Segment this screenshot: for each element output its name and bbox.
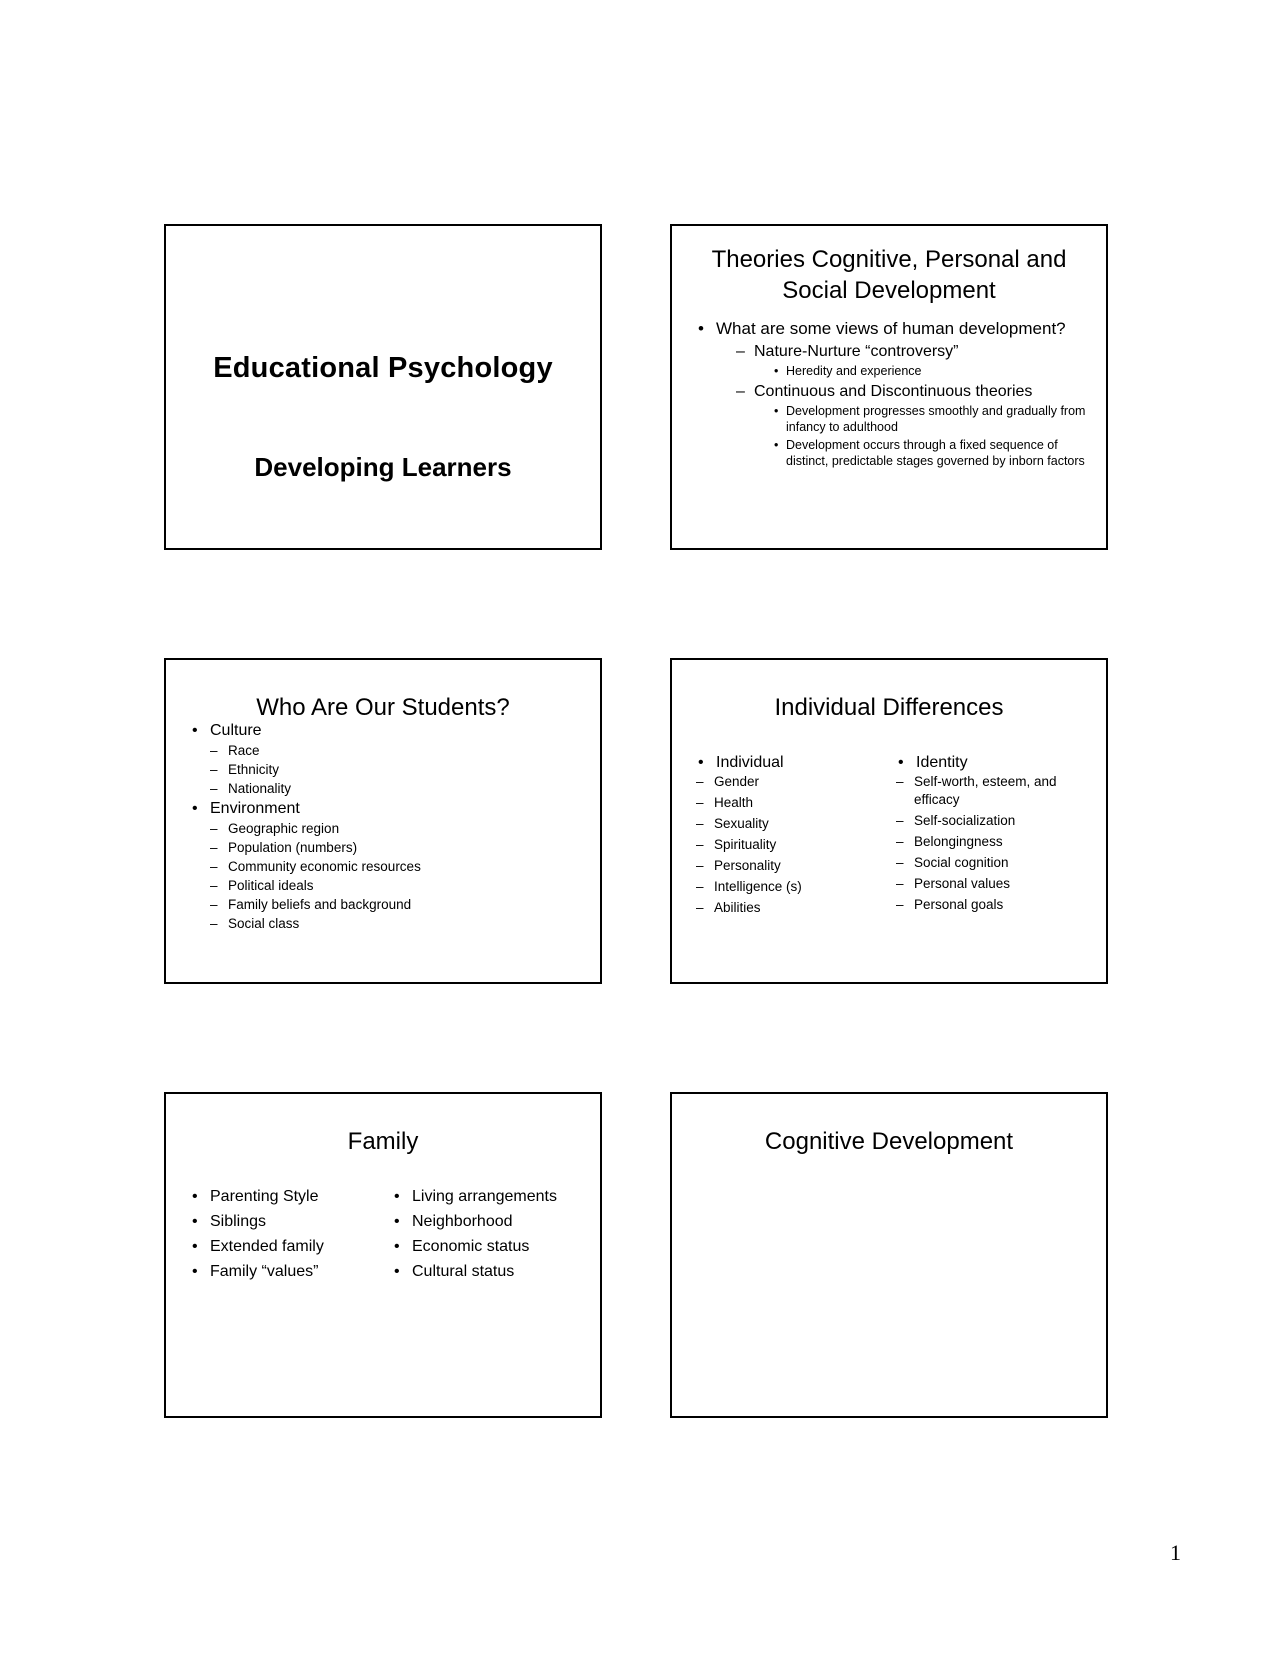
right-column bbox=[390, 1186, 590, 1286]
bullet-item: • Parenting Style bbox=[188, 1186, 388, 1207]
slide-title: Who Are Our Students? bbox=[256, 694, 510, 721]
sub-item: – Social class bbox=[208, 914, 590, 933]
slide-3 bbox=[164, 658, 602, 984]
bullet-item: • Family “values” bbox=[188, 1261, 388, 1282]
sub-item: – Social cognition bbox=[894, 854, 1094, 872]
sub-item: – Spirituality bbox=[694, 836, 884, 854]
bullet-text: What are some views of human development? bbox=[716, 319, 1066, 338]
bullet-item: • Living arrangements bbox=[390, 1186, 590, 1207]
bullet-item: • Culture bbox=[188, 720, 590, 741]
sub-item: – Self-socialization bbox=[894, 812, 1094, 830]
sub-item: – Geographic region bbox=[208, 819, 590, 838]
bullet-item: • Environment bbox=[188, 798, 590, 819]
sub-item: – Health bbox=[694, 794, 884, 812]
sub-item: – Belongingness bbox=[894, 833, 1094, 851]
sub-item-text: Nature-Nurture “controversy” bbox=[754, 343, 959, 360]
slide-title bbox=[692, 244, 1086, 306]
slide-title: Individual Differences bbox=[774, 694, 1004, 721]
sub-item: – Population (numbers) bbox=[208, 838, 590, 857]
slide-4 bbox=[670, 658, 1108, 984]
sub-item: – Personal values bbox=[894, 875, 1094, 893]
sub-item: – Political ideals bbox=[208, 876, 590, 895]
detail-item: • Heredity and experience bbox=[772, 363, 1088, 379]
slide-content bbox=[188, 720, 590, 933]
slide-1 bbox=[164, 224, 602, 550]
sub-item: – Personality bbox=[694, 857, 884, 875]
title-line: Social Development bbox=[782, 277, 996, 304]
sub-item: – Self-worth, esteem, and efficacy bbox=[894, 773, 1094, 809]
bullet-item: • Cultural status bbox=[390, 1261, 590, 1282]
sub-item: – Community economic resources bbox=[208, 857, 590, 876]
left-column bbox=[694, 752, 884, 920]
bullet-item: • Economic status bbox=[390, 1236, 590, 1257]
slide-title: Family bbox=[347, 1128, 419, 1155]
bullet-item: • Siblings bbox=[188, 1211, 388, 1232]
slide-title: Educational Psychology bbox=[213, 352, 553, 384]
sub-item: – Nationality bbox=[208, 779, 590, 798]
detail-item: • Development occurs through a fixed sequence of distinct, predictable stages governed by inborn factors bbox=[772, 437, 1088, 469]
slide-5 bbox=[164, 1092, 602, 1418]
right-column bbox=[894, 752, 1094, 917]
sub-item bbox=[734, 341, 1088, 379]
bullet-item: • Identity bbox=[894, 752, 1094, 773]
sub-item: – Race bbox=[208, 741, 590, 760]
slide-2 bbox=[670, 224, 1108, 550]
left-column bbox=[188, 1186, 388, 1286]
slide-content bbox=[694, 318, 1088, 471]
sub-item: – Sexuality bbox=[694, 815, 884, 833]
bullet-item: • Individual bbox=[694, 752, 884, 773]
title-line: Theories Cognitive, Personal and bbox=[711, 246, 1067, 273]
slide-6 bbox=[670, 1092, 1108, 1418]
slide-title: Cognitive Development bbox=[764, 1128, 1014, 1155]
sub-item-text: Continuous and Discontinuous theories bbox=[754, 383, 1033, 400]
page-number: 1 bbox=[1170, 1540, 1181, 1565]
slide-subtitle: Developing Learners bbox=[254, 452, 512, 482]
sub-item: – Intelligence (s) bbox=[694, 878, 884, 896]
bullet-item: • Extended family bbox=[188, 1236, 388, 1257]
sub-item: – Gender bbox=[694, 773, 884, 791]
sub-item bbox=[734, 381, 1088, 469]
bullet-item: • Neighborhood bbox=[390, 1211, 590, 1232]
detail-item: • Development progresses smoothly and gradually from infancy to adulthood bbox=[772, 403, 1088, 435]
bullet-item bbox=[694, 318, 1088, 469]
sub-item: – Ethnicity bbox=[208, 760, 590, 779]
sub-item: – Abilities bbox=[694, 899, 884, 917]
sub-item: – Family beliefs and background bbox=[208, 895, 590, 914]
sub-item: – Personal goals bbox=[894, 896, 1094, 914]
